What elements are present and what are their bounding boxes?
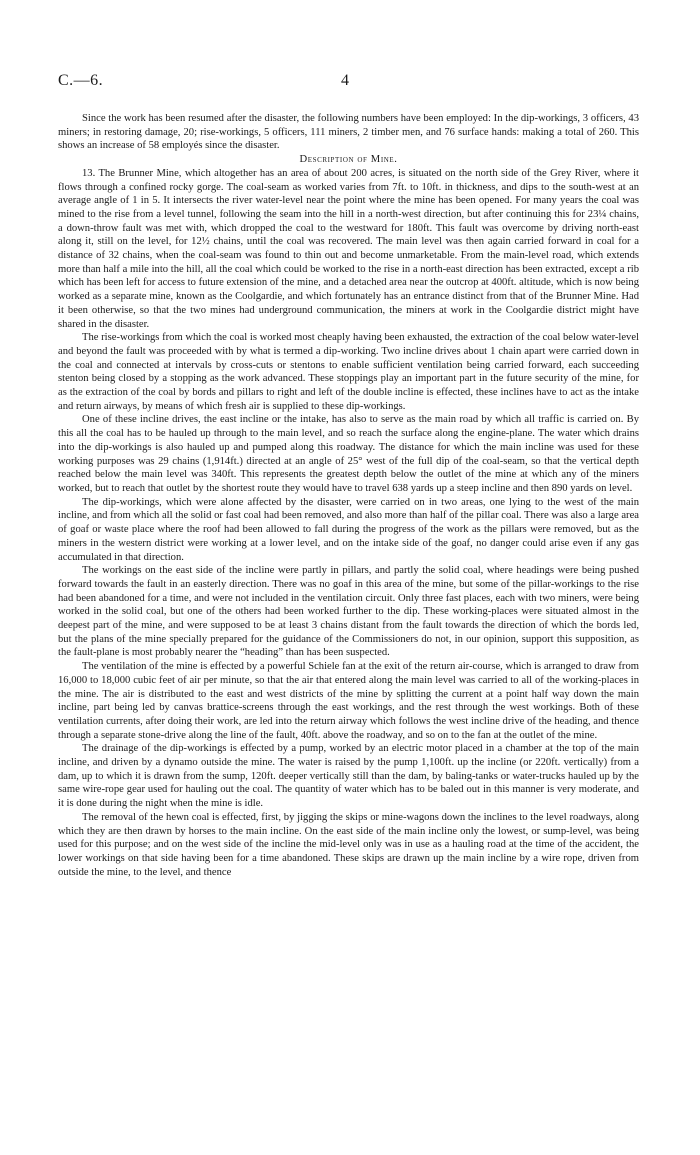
body-paragraph: The workings on the east side of the incline were partly in pillars, and partly the solid coal, where headings were being pushed forward towards the fault in an easterly direction. There was no goaf in this area of the mine, but some of the pillar-workings to the rise had been abandoned for a time, and were not included in the ventilation circuit. Only three fast places, each with two miners, were being worked in the solid coal, but one of the others had been worked further to the dip. These working-places were situated almost in the deepest part of the mine, and were supposed to be at least 3 chains distant from the fault towards the direction of which the bords led, but the plans of the mine specially prepared for the guidance of the Commissioners do not, in our opinion, support this supposition, as the fault-plane is most probably nearer the “heading” than has been suspected. (58, 565, 639, 659)
body-paragraph: The removal of the hewn coal is effected, first, by jigging the skips or mine-wagons down the inclines to the level roadways, along which they are then drawn by horses to the main incline. On the east side of the main incline only the lowest, or sump-level, was being used for this purpose; and on the west side of the incline the mid-level only was in use as a hauling road at the time of the accident, the lower workings on that side having been for a time abandoned. These skips are drawn up the main incline by a wire rope, driven from outside the mine, to the level, and thence (58, 811, 639, 878)
section-heading: Description of Mine. (299, 154, 398, 166)
document-reference: C.—6. (58, 72, 104, 89)
body-paragraph: The drainage of the dip-workings is effected by a pump, worked by an electric motor placed in a chamber at the top of the main incline, and driven by a dynamo outside the mine. The water is raised by the pump 1,100ft. up the incline (or 220ft. vertically) from a dam, up to which it is drawn from the sump, 120ft. deeper vertically still than the dam, by baling-tanks or water-trucks hauled up by the same wire-rope gear used for hauling out the coal. The quantity of water which has to be baled out in this manner is very moderate, and it is done during the night when the mine is idle. (58, 743, 639, 810)
body-paragraph: The dip-workings, which were alone affected by the disaster, were carried on in two areas, one lying to the west of the main incline, and from which all the solid or fast coal had been removed, and also more than half of the pillar coal. There was also a large area of goaf or waste place where the roof had been allowed to fall during the progress of the work as the pillars were removed, but as the miners in the western district were working at a lower level, and on the intake side of the goaf, no danger could arise even if any gas accumulated in that direction. (58, 496, 639, 563)
page-number: 4 (341, 72, 350, 89)
body-paragraph: The ventilation of the mine is effected by a powerful Schiele fan at the exit of the return air-course, which is arranged to draw from 16,000 to 18,000 cubic feet of air per minute, so that the air that entered along the main level was carried to all of the working-places in the mine. The air is distributed to the east and west districts of the mine by splitting the current at a point half way down the main incline, part being led by canvas brattice-screens through the east workings, and the rest through the west workings. Both of these ventilation currents, after doing their work, are led into the return airway which follows the west incline drive of the heading, and thence through a separate stone-drive along the line of the fault, 40ft. above the roadway, and so on to the fan at the outlet of the mine. (58, 661, 639, 741)
document-body (58, 112, 639, 879)
page-header (58, 72, 639, 94)
document-page (58, 72, 639, 1142)
intro-paragraph: Since the work has been resumed after the disaster, the following numbers have been employed: In the dip-workings, 3 officers, 43 miners; in restoring damage, 20; rise-workings, 5 officers, 111 miners, 2 timber men, and 76 surface hands: making a total of 260. This shows an increase of 58 employés since the disaster. (58, 113, 639, 152)
body-paragraph: 13. The Brunner Mine, which altogether has an area of about 200 acres, is situated on the north side of the Grey River, where it flows through a confined rocky gorge. The coal-seam as worked varies from 7ft. to 10ft. in thickness, and dips to the south-west at an average angle of 1 in 5. It intersects the river water-level near the point where the mine has been opened. For many years the coal was mined to the rise from a level tunnel, following the seam into the hill in a north-west direction, but after continuing this for 23¼ chains, a down-throw fault was met with, which dropped the coal to the westward for 180ft. This fault was overcome by driving north-east along it, still on the level, for 12½ chains, until the coal was recovered. The main level was then again carried forward in coal for a distance of 32 chains, when the coal-seam was found to thin out and become unmarketable. From the main-level road, which extends more than half a mile into the hill, all the coal which could be worked to the rise in a north-east direction has been extracted, except a rib which has been left for access to future extension of the mine, and a detached area near the outcrop at 400ft. altitude, which is now being worked as a separate mine, known as the Coolgardie, and which fortunately has an entrance distinct from that of the Brunner Mine. Had it been otherwise, so that the two mines had underground communication, the miners at work in the Coolgardie district might have shared in the disaster. (58, 167, 639, 330)
body-paragraph: One of these incline drives, the east incline or the intake, has also to serve as the main road by which all traffic is carried on. By this all the coal has to be hauled up through to the main level, and so reach the surface along the engine-plane. The water which drains into the dip-workings is also hauled up and pumped along this roadway. The distance for which the main incline was used for these working purposes was 29 chains (1,914ft.) directed at an angle of 25° west of the full dip of the coal-seam, so that the vertical depth reached below the main level was 340ft. This represents the greatest depth below the outlet of the mine at which any of the miners worked, but to reach that outlet by the shortest route they would have to travel 638 yards up a steep incline and then 890 yards on level. (58, 414, 639, 494)
body-paragraph: The rise-workings from which the coal is worked most cheaply having been exhausted, the extraction of the coal below water-level and beyond the fault was proceeded with by what is termed a dip-working. Two incline drives about 1 chain apart were carried down in the coal and connected at intervals by cross-cuts or stentons to enable sufficient ventilation being carried forward, each succeeding stenton being closed by a stopping as the work advanced. These stoppings play an important part in the future security of the mine, for as the extraction of the coal by bords and pillars to right and left of the double incline is effected, these inclines have to act as the intake and return airways, by means of which fresh air is supplied to these dip-workings. (58, 332, 639, 412)
